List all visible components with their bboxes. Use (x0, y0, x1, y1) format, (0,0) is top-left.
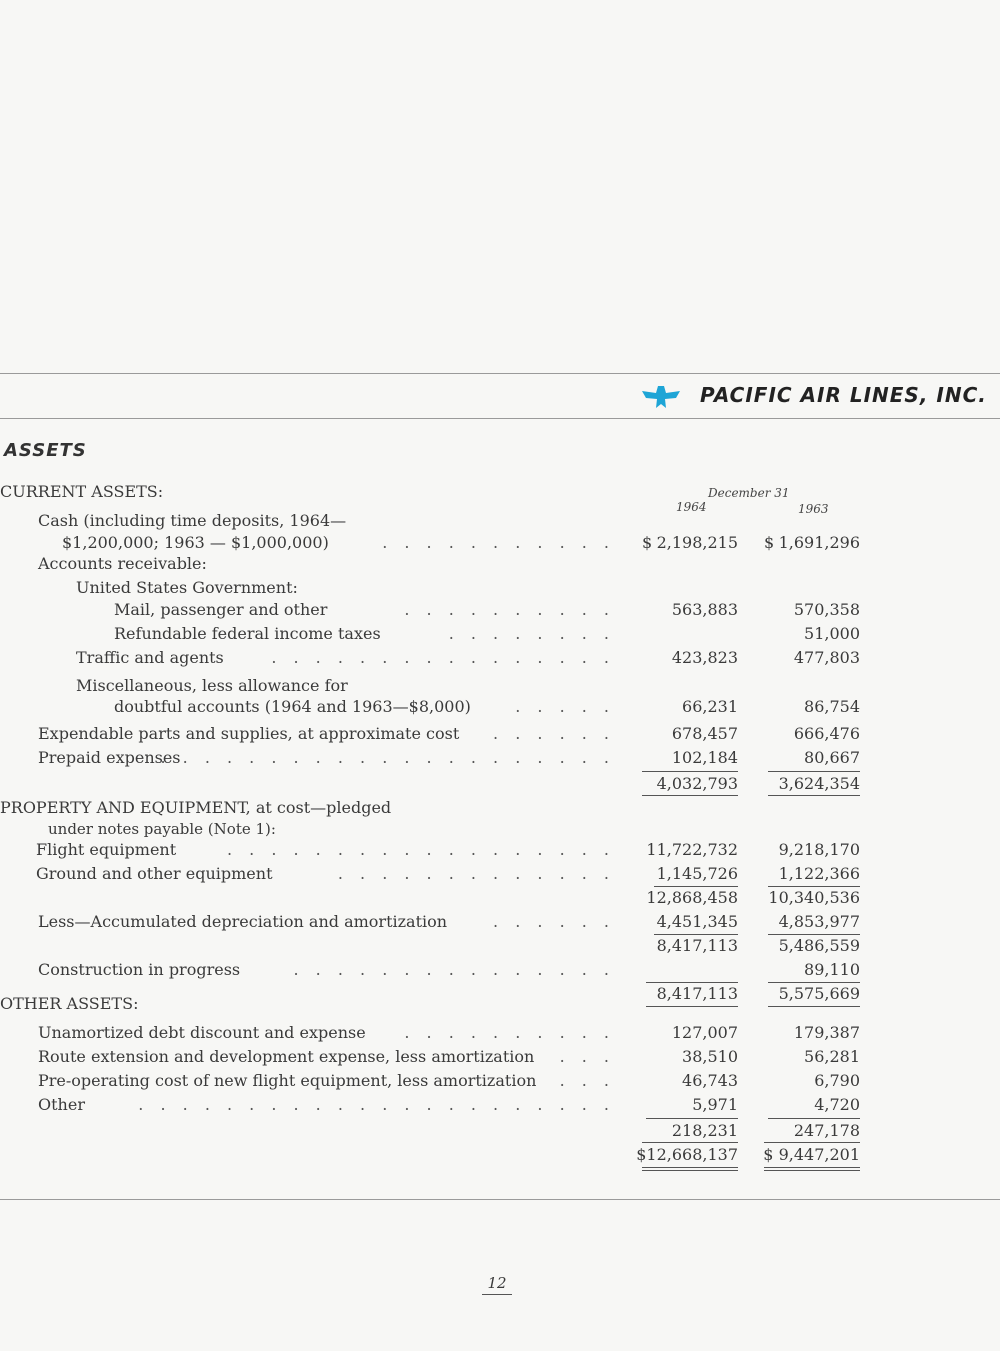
route-1964: 38,510 (682, 1047, 738, 1066)
prepaid-label: Prepaid expenses (38, 748, 181, 767)
double-underline-1964 (642, 1167, 738, 1168)
mail-1964: 563,883 (671, 600, 738, 619)
other-1964: 5,971 (692, 1095, 738, 1114)
construction-label: Construction in progress (38, 960, 241, 979)
debt-1963: 179,387 (793, 1023, 860, 1042)
flight-label: Flight equipment (36, 840, 177, 859)
underline-1963 (768, 795, 860, 796)
traffic-row (0, 647, 1000, 669)
leader-dots: . . . (559, 1047, 615, 1066)
preop-1963: 6,790 (814, 1071, 860, 1090)
refund-row (0, 623, 1000, 645)
less-label: Less—Accumulated depreciation and amortization (38, 912, 448, 931)
underline-1963 (768, 771, 860, 772)
property-heading-row-1 (0, 797, 1000, 819)
cash-label-2: $1,200,000; 1963 — $1,000,000) (62, 533, 329, 552)
ground-1964: 1,145,726 (656, 864, 738, 883)
grand-total-1964: $12,668,137 (636, 1145, 738, 1164)
other-row (0, 1094, 1000, 1116)
prepaid-1963: 80,667 (804, 748, 860, 767)
underline-1963 (764, 1142, 860, 1143)
ground-row (0, 863, 1000, 885)
parts-row (0, 723, 1000, 745)
leader-dots: . . . . . . . . . . (404, 1023, 615, 1042)
grand-total-1963: $ 9,447,201 (763, 1145, 860, 1164)
property-total-1964: 8,417,113 (656, 984, 738, 1003)
refund-1963: 51,000 (804, 624, 860, 643)
leader-dots: . . . . . . . . . . . (382, 533, 615, 552)
underline-1964 (646, 1118, 738, 1119)
preop-label: Pre-operating cost of new flight equipment, less amortization (38, 1071, 537, 1090)
preop-row (0, 1070, 1000, 1092)
bird-logo-icon (640, 382, 682, 410)
leader-dots: . . . . . (515, 697, 615, 716)
mail-label: Mail, passenger and other (114, 600, 328, 619)
misc-1964: 66,231 (682, 697, 738, 716)
route-1963: 56,281 (804, 1047, 860, 1066)
us-gov-heading-row (0, 577, 1000, 599)
header-rule (0, 418, 1000, 419)
property-subtotal-row (0, 887, 1000, 909)
property-net-1964: 8,417,113 (656, 936, 738, 955)
mail-row (0, 599, 1000, 621)
other-total-1964: 218,231 (671, 1121, 738, 1140)
parts-label: Expendable parts and supplies, at approximate cost (38, 724, 460, 743)
double-underline-1964 (642, 1170, 738, 1171)
column-group-label: December 31 (708, 486, 790, 500)
leader-dots: . . . . . . . . . . . . . . . . . . . . . (160, 748, 615, 767)
flight-1964: 11,722,732 (646, 840, 738, 859)
ground-label: Ground and other equipment (36, 864, 273, 883)
cash-row-1 (0, 510, 1000, 532)
leader-dots: . . . . . . . . . . . . . (337, 864, 615, 883)
refund-label: Refundable federal income taxes (114, 624, 381, 643)
current-assets-title: CURRENT ASSETS: (0, 482, 164, 501)
underline-1963 (768, 1118, 860, 1119)
leader-dots: . . . . . . . . . . . . . . . . . . . . . . (138, 1095, 615, 1114)
page-number: 12 (482, 1274, 512, 1295)
leader-dots: . . . . . . . . (448, 624, 615, 643)
receivable-title: Accounts receivable: (38, 554, 207, 573)
construction-row (0, 959, 1000, 981)
traffic-label: Traffic and agents (76, 648, 224, 667)
other-total-1963: 247,178 (793, 1121, 860, 1140)
parts-1963: 666,476 (793, 724, 860, 743)
property-title-1: PROPERTY AND EQUIPMENT, at cost—pledged (0, 798, 392, 817)
column-year-1964: 1964 (676, 500, 707, 514)
leader-dots: . . . . . . . . . . (404, 600, 615, 619)
flight-row (0, 839, 1000, 861)
grand-total-row (0, 1144, 1000, 1166)
other-label: Other (38, 1095, 85, 1114)
leader-dots: . . . . . . (493, 912, 615, 931)
other-heading-row (0, 993, 1000, 1015)
company-banner (640, 380, 1000, 412)
property-subtotal-1964: 12,868,458 (646, 888, 738, 907)
current-assets-heading-row (0, 481, 1000, 503)
current-total-row (0, 773, 1000, 795)
footer-rule (0, 1199, 1000, 1200)
leader-dots: . . . (559, 1071, 615, 1090)
traffic-1964: 423,823 (671, 648, 738, 667)
underline-1964 (642, 1142, 738, 1143)
route-row (0, 1046, 1000, 1068)
top-rule (0, 373, 1000, 374)
leader-dots: . . . . . . (493, 724, 615, 743)
leader-dots: . . . . . . . . . . . . . . . (293, 960, 615, 979)
cash-1964: 2,198,215 (656, 533, 738, 552)
ground-1963: 1,122,366 (778, 864, 860, 883)
underline-1964 (642, 771, 738, 772)
property-net-row (0, 935, 1000, 957)
debt-label: Unamortized debt discount and expense (38, 1023, 366, 1042)
other-1963: 4,720 (814, 1095, 860, 1114)
mail-1963: 570,358 (793, 600, 860, 619)
cash-row-2 (0, 532, 1000, 554)
dollar-sign-1964: $ (642, 533, 653, 552)
less-1964: 4,451,345 (656, 912, 738, 931)
prepaid-row (0, 747, 1000, 769)
other-assets-title: OTHER ASSETS: (0, 994, 139, 1013)
property-net-1963: 5,486,559 (778, 936, 860, 955)
leader-dots: . . . . . . . . . . . . . . . . (271, 648, 615, 667)
dollar-sign-1963: $ (764, 533, 775, 552)
company-name: PACIFIC AIR LINES, INC. (700, 383, 987, 407)
double-underline-1963 (764, 1170, 860, 1171)
current-total-1964: 4,032,793 (656, 774, 738, 793)
property-heading-row-2 (0, 818, 1000, 840)
underline-1964 (642, 795, 738, 796)
misc-label-2: doubtful accounts (1964 and 1963—$8,000) (114, 697, 471, 716)
other-total-row (0, 1120, 1000, 1142)
leader-dots: . . . . . . . . . . . . . . . . . . (226, 840, 615, 859)
misc-1963: 86,754 (804, 697, 860, 716)
property-total-1963: 5,575,669 (778, 984, 860, 1003)
section-title: ASSETS (4, 440, 87, 461)
misc-label-1: Miscellaneous, less allowance for (76, 676, 348, 695)
less-row (0, 911, 1000, 933)
property-subtotal-1963: 10,340,536 (768, 888, 860, 907)
preop-1964: 46,743 (682, 1071, 738, 1090)
less-1963: 4,853,977 (778, 912, 860, 931)
cash-1963: 1,691,296 (778, 533, 860, 552)
traffic-1963: 477,803 (793, 648, 860, 667)
double-underline-1963 (764, 1167, 860, 1168)
misc-row-1 (0, 675, 1000, 697)
us-gov-title: United States Government: (76, 578, 298, 597)
receivable-heading-row (0, 553, 1000, 575)
debt-row (0, 1022, 1000, 1044)
flight-1963: 9,218,170 (778, 840, 860, 859)
debt-1964: 127,007 (671, 1023, 738, 1042)
parts-1964: 678,457 (671, 724, 738, 743)
cash-label-1: Cash (including time deposits, 1964— (38, 511, 347, 530)
construction-1963: 89,110 (804, 960, 860, 979)
route-label: Route extension and development expense, less amortization (38, 1047, 535, 1066)
property-title-2: under notes payable (Note 1): (48, 820, 276, 838)
current-total-1963: 3,624,354 (778, 774, 860, 793)
prepaid-1964: 102,184 (671, 748, 738, 767)
misc-row-2 (0, 696, 1000, 718)
column-year-1963: 1963 (798, 502, 829, 516)
